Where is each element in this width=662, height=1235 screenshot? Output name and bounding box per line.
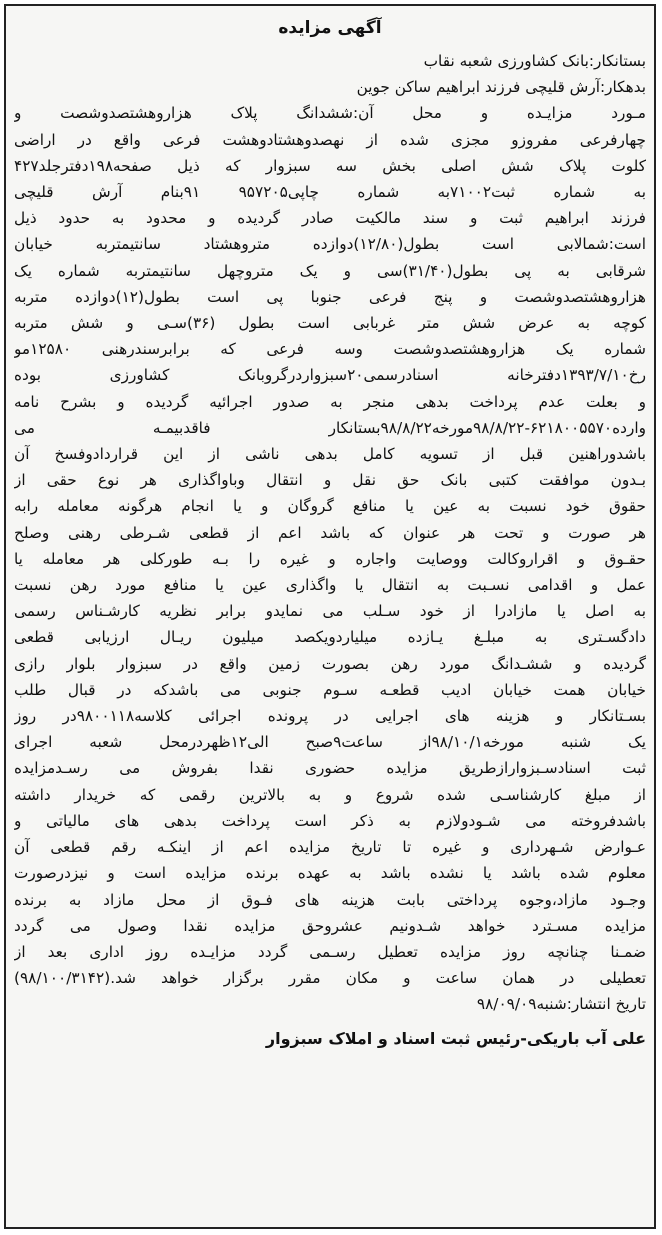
notice-line: رخ۱۳۹۳/۷/۱۰دفترخانه اسنادرسمی۲۰سبزواردرگروبانک کشاورزی بوده [14, 366, 646, 385]
signature: علی آب باریکی-رئیس ثبت اسناد و املاک سبزوار [265, 1028, 646, 1048]
notice-title: آگهی مزایده [278, 18, 382, 38]
notice-line: هزاروهشتصدوشصت و پنج فرعی جنوبا پی است بطول(۱۲)دوازده متربه [14, 287, 646, 306]
notice-line: بـدون موافقت کتبی بانک حق نقل و انتقال وباواگذاری هر نوع حقی از [14, 471, 646, 490]
notice-line: هر صورت و تحت هر عنوان که باشد اعم از قطعی شـرطی رهنی وصلح [14, 523, 646, 542]
notice-line: عمل و اقدامی نسـبت به انتقال یا واگذاری عین یا منافع مورد رهن نسبت [14, 576, 646, 595]
notice-line: ثبت اسنادسـبزواراز‌طریق مزایده حضوری نقدا بفروش می رسـدمزایده [14, 759, 646, 778]
notice-body [14, 48, 646, 1018]
notice-line: شماره یک هزاروهشتصدوشصت وسه فرعی که برابرسندرهنی ۱۲۵۸۰مو [14, 340, 646, 359]
notice-line: مـورد مزایـده و محل آن:ششدانگ پلاک هزاروهشتصدوشصت و [14, 104, 646, 123]
notice-line: به اصل یا مازادرا از خود سـلب می نمایدو برابر نظریه کارشـناس رسمی [14, 602, 646, 621]
notice-line: دادگسـتری به مبلـغ یـازده میلیاردویکصد میلیون ریـال ارزیابی قطعی [14, 628, 646, 647]
notice-line: بدهکار:آرش قلیچی فرزند ابراهیم ساکن جوین [356, 78, 646, 97]
notice-line: معلوم شده باشد یا نشده باشد به عهده برنده مزایده است و نیزدرصورت [14, 864, 646, 883]
notice-line: مزایده مسـترد خواهد شـدونیم عشروحق مزایده نقدا وصول می گردد [14, 916, 646, 935]
notice-line: کوچه به عرض شش متر غربابی است بطول (۳۶)سـی و شش متربه [14, 314, 646, 333]
auction-notice [4, 4, 656, 1229]
notice-line: یک شنبه مورخه۹۸/۱۰/۱از ساعت۹صبح الی۱۲ظهردرمحل شعبه اجرای [14, 733, 646, 752]
notice-line: فرزند ابراهیم ثبت و سند مالکیت صادر گردیده و محدود به حدود ذیل [14, 209, 646, 228]
notice-line: تاریخ انتشار:شنبه۹۸/۰۹/۰۹ [476, 995, 646, 1014]
notice-line: خیابان همت خیابان ادیب قطعـه سـوم جنوبی می باشدکه در قبال طلب [14, 680, 646, 699]
notice-line: وارده۶۲۱۸۰۰۵۵۷۰-۹۸/۸/۲۲مورخه۹۸/۸/۲۲بستانکار فاقدبیمـه می [14, 418, 646, 437]
notice-line: شرقابی به پی بطول(۳۱/۴۰)سی و یک متروچهل سانتیمتربه شماره یک [14, 261, 646, 280]
notice-line: کلوت پلاک شش اصلی بخش سه سبزوار که ذیل صفحه۱۹۸دفترجلد۴۲۷ [14, 156, 646, 175]
notice-line: است:شمالابی است بطول(۱۲/۸۰)دوازده متروهشتاد سانتیمتربه خیابان [14, 235, 646, 254]
notice-line: عـوارض شـهرداری و غیره تا تاریخ مزایده اعم از اینکـه رقم قطعی آن [14, 838, 646, 857]
notice-line: از مبلغ کارشناسـی شده شروع و به بالاترین رقمی که خریدار داشته [14, 785, 646, 804]
notice-line: بستانکار:بانک کشاورزی شعبه نقاب [423, 52, 646, 70]
notice-line: و بعلت عدم پرداخت بدهی منجر به صدور اجرائیه گردیده و بشرح نامه [14, 392, 646, 411]
notice-line: حقوق خود نسبت به عین یا منافع گروگان و یا انجام هرگونه معامله رابه [14, 497, 646, 516]
notice-line: ضمـنا چنانچه روز مزایده تعطیل رسـمی گردد مزایـده روز اداری بعد از [14, 942, 646, 961]
notice-line: به شماره ثبت۷۱۰۰۲به شماره چاپی۹۵۷۲۰۵ ۹۱بنام آرش قلیچی [14, 183, 646, 202]
notice-line: چهارفرعی مفروزو مجزی شده از نهصدوهشتادوهشت فرعی واقع در اراضی [14, 130, 646, 149]
notice-line: باشدوراهنین قبل از تسویه کامل بدهی ناشی از این قراردادوفسخ آن [14, 445, 646, 464]
notice-line: بسـتانکار و هزینه های اجرایی در پرونده اجرائی کلاسه۹۸۰۰۱۱۸در روز [14, 707, 646, 726]
notice-line: گردیده و ششـدانگ مورد رهن بصورت زمین واقع در سبزوار بلوار رازی [14, 654, 646, 673]
notice-line: حقـوق و اقراروکالت ووصایت واجاره و غیره را بـه طورکلی هر معامله یا [14, 549, 646, 568]
notice-line: وجـود مازاد،وجوه پرداختی بابت هزینه های فـوق از محل مازاد به برنده [14, 890, 646, 909]
notice-line: تعطیلی در همان ساعت و مکان مقرر برگزار خواهد شد.(۹۸/۱۰۰/۳۱۴۲) [14, 969, 646, 988]
notice-line: باشدفروخته می شـودولازم به ذکر است پرداخت بدهی های مالیاتی و [14, 811, 646, 830]
